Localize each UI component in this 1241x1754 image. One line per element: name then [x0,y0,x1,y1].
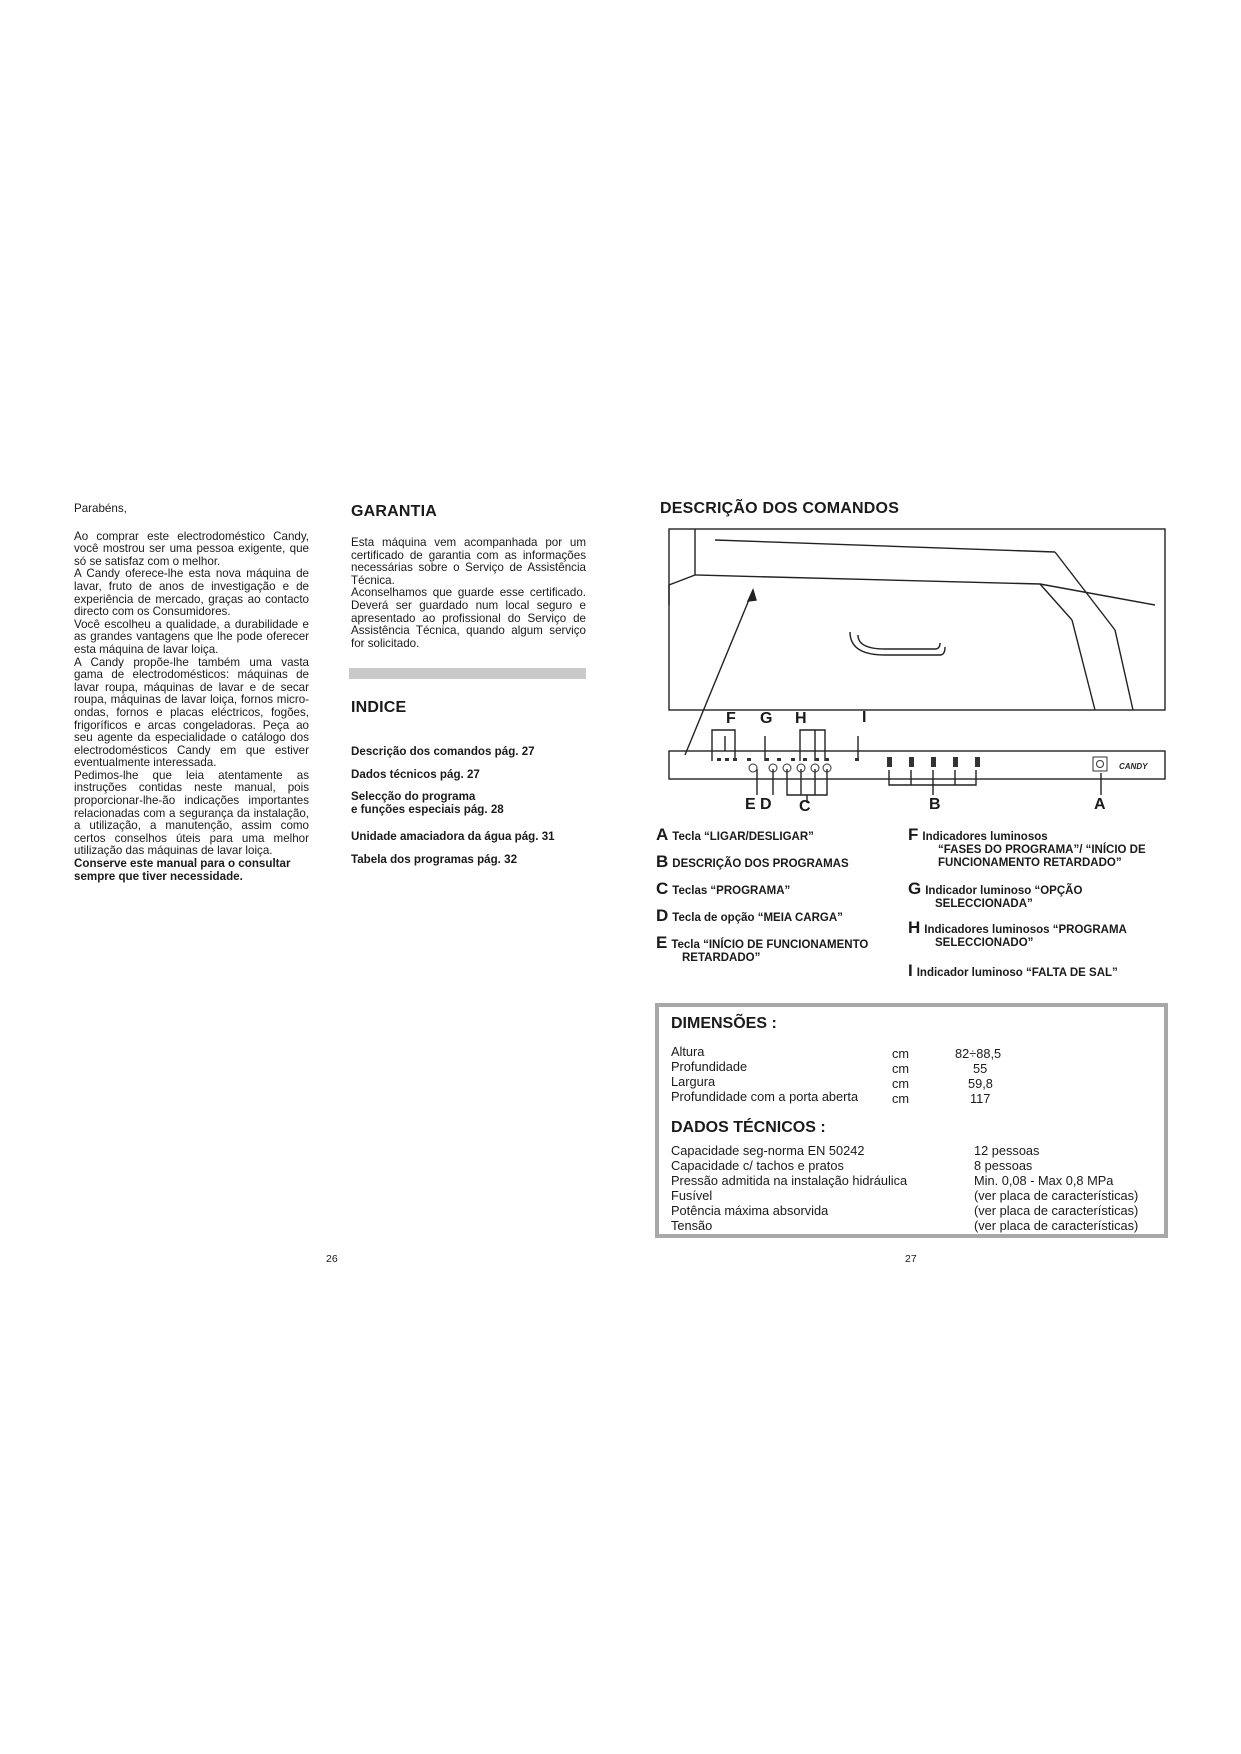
technical-value: (ver placa de características) [974,1188,1139,1203]
control-panel-diagram [655,525,1175,825]
technical-value: (ver placa de características) [974,1203,1139,1218]
page-number-right: 27 [905,1253,917,1265]
indice-item: Descrição dos comandos pág. 27 [351,745,535,758]
garantia-text [351,537,586,650]
dimension-unit: cm [892,1076,910,1091]
label-h: H [795,710,807,727]
technical-label: Pressão admitida na instalação hidráulica [671,1173,908,1188]
technical-value: (ver placa de características) [974,1218,1139,1233]
label-i: I [862,709,867,726]
legend-item-a: A Tecla “LIGAR/DESLIGAR” [656,825,814,844]
legend-item-e: E Tecla “INÍCIO DE FUNCIONAMENTO RETARDADO” [656,933,869,964]
label-g: G [760,710,773,727]
technical-label: Capacidade c/ tachos e pratos [671,1158,844,1173]
closing-note: Conserve este manual para o consultar sempre que tiver necessidade. [74,857,291,883]
label-b: B [929,796,941,813]
label-c: C [799,798,811,815]
technical-value: 8 pessoas [974,1158,1033,1173]
dimensions-title: DIMENSÕES : [671,1015,777,1032]
dimension-label: Profundidade com a porta aberta [671,1089,859,1104]
garantia-paragraph-2: Aconselhamos que guarde esse certificado. Deverá ser guardado num local seguro e apresentado ao profissional do Serviço de Assistência Técnica, quando algum serviço for solicitado. [351,586,586,650]
dimension-unit: cm [892,1061,910,1076]
legend-item-d: D Tecla de opção “MEIA CARGA” [656,906,843,925]
label-d: D [760,796,772,813]
brand-logo: CANDY [1119,762,1148,771]
legend-item-f: F Indicadores luminosos “FASES DO PROGRAMA”/ “INÍCIO DE FUNCIONAMENTO RETARDADO” [908,825,1146,869]
intro-paragraph-2: A Candy oferece-lhe esta nova máquina de lavar, fruto de anos de investigação e de experiência de mercado, graças ao contacto directo com os Consumidores. [74,567,309,619]
dimension-label: Largura [671,1074,716,1089]
garantia-paragraph-1: Esta máquina vem acompanhada por um certificado de garantia com as informações necessárias sobre o Serviço de Assistência Técnica. [351,536,586,587]
technical-value: 12 pessoas [974,1143,1040,1158]
technical-title: DADOS TÉCNICOS : [671,1119,826,1136]
comandos-title: DESCRIÇÃO DOS COMANDOS [660,500,900,517]
dimension-unit: cm [892,1046,910,1061]
technical-label: Fusível [671,1188,713,1203]
dimension-value: 117 [970,1091,991,1106]
intro-paragraph-4: A Candy propõe-lhe também uma vasta gama de electrodomésticos: máquinas de lavar roupa, máquinas de lavar e de secar roupa, máquinas de lavar loiça, fornos micro-ondas, fornos e placas eléctricos, fogões, frigoríficos e arcas congeladoras. Peça ao seu agente da especialidade o catálogo dos electrodomésticos Candy em que estiver eventualmente interessada. [74,655,309,770]
indice-item: Tabela dos programas pág. 32 [351,852,518,866]
dimensions-box [655,1003,1168,1238]
legend-item-i: I Indicador luminoso “FALTA DE SAL” [908,961,1118,980]
legend-item-g: G Indicador luminoso “OPÇÃO SELECCIONADA” [908,879,1083,910]
greeting: Parabéns, [74,502,127,515]
indice-list [351,746,601,874]
technical-label: Potência máxima absorvida [671,1203,829,1218]
intro-paragraph-1: Ao comprar este electrodoméstico Candy, você mostrou ser uma pessoa exigente, que só se satisfaz com o melhor. [74,529,309,568]
divider-bar [349,668,586,679]
technical-label: Tensão [671,1218,713,1233]
indice-item: Unidade amaciadora da água pág. 31 [351,830,555,844]
intro-column [74,503,309,883]
indice-title: INDICE [351,699,407,716]
dimension-value: 59,8 [968,1076,993,1091]
label-a: A [1094,796,1106,813]
dimension-label: Altura [671,1044,705,1059]
label-e: E [745,796,756,813]
intro-paragraph-5: Pedimos-lhe que leia atentamente as instruções contidas neste manual, pois proporcionar-lhe-ão indicações importantes relacionadas com a segurança da instalação, a utilização, a manutenção, assim como certos conselhos úteis para uma melhor utilização das máquinas de lavar loiça. [74,768,309,858]
page-number-left: 26 [326,1253,338,1265]
intro-paragraph-3: Você escolheu a qualidade, a durabilidade e as grandes vantagens que lhe pode oferecer esta máquina de lavar loiça. [74,617,309,656]
label-f: F [726,710,736,727]
garantia-title: GARANTIA [351,503,438,520]
legend-item-b: B DESCRIÇÃO DOS PROGRAMAS [656,852,849,871]
indice-item: Dados técnicos pág. 27 [351,767,480,781]
dimension-label: Profundidade [671,1059,748,1074]
legend-item-c: C Teclas “PROGRAMA” [656,879,791,898]
technical-value: Min. 0,08 - Max 0,8 MPa [974,1173,1114,1188]
technical-label: Capacidade seg-norma EN 50242 [671,1143,865,1158]
dimension-value: 82÷88,5 [955,1046,1002,1061]
dimension-value: 55 [973,1061,988,1076]
indice-item: Selecção do programa [351,790,476,804]
dimension-unit: cm [892,1091,910,1106]
legend-item-h: H Indicadores luminosos “PROGRAMA SELECCIONADO” [908,918,1127,949]
indice-item: e funções especiais pág. 28 [351,802,504,816]
